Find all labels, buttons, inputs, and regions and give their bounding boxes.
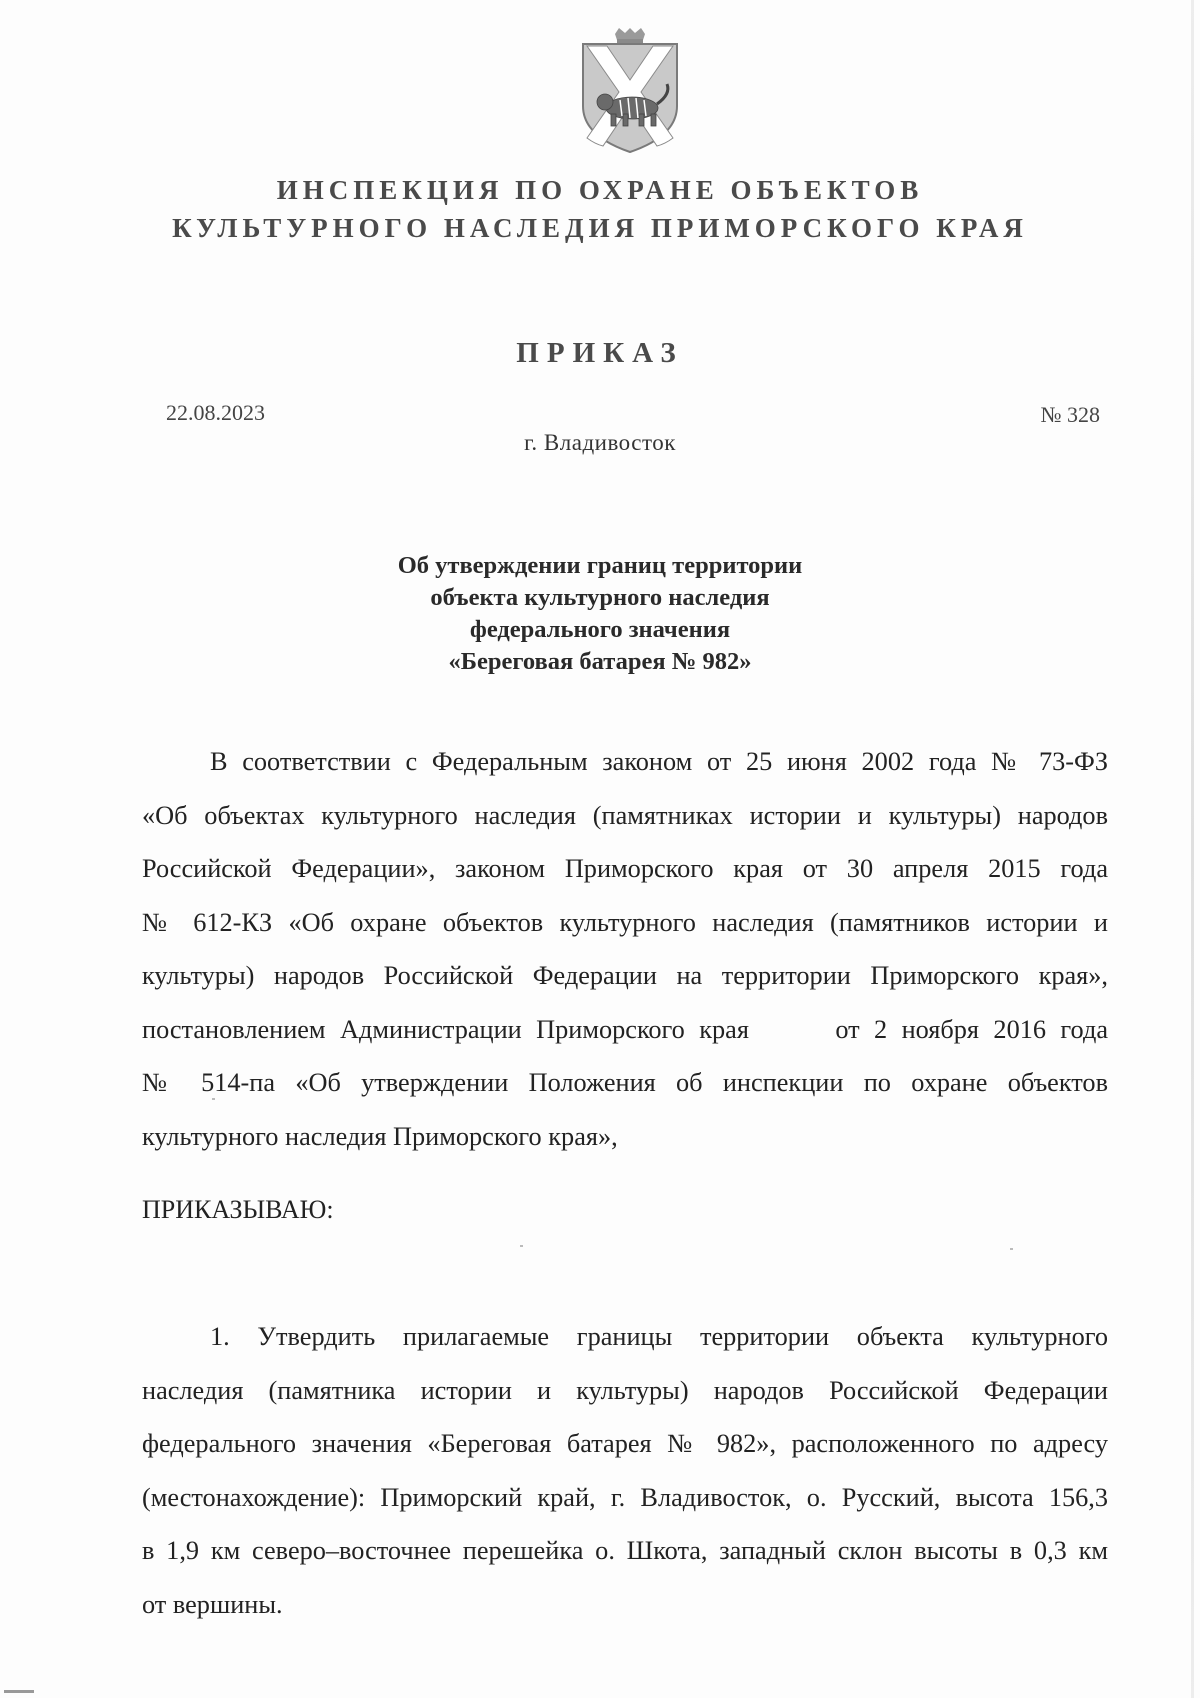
- preamble-line: постановлением Администрации Приморского края от 2 ноября 2016 года: [142, 1014, 1108, 1044]
- preamble-line: В соответствии с Федеральным законом от 25 июня 2002 года № 73-ФЗ: [210, 747, 1108, 776]
- scan-speck: [520, 1245, 523, 1247]
- item-line: в 1,9 км северо–восточнее перешейка о. Шкота, западный склон высоты в 0,3 км: [142, 1536, 1108, 1565]
- preamble-line: «Об объектах культурного наследия (памятниках истории и культуры) народов: [142, 800, 1108, 830]
- scan-speck: [1010, 1248, 1013, 1250]
- coat-of-arms-icon: [575, 28, 685, 154]
- document-city: г. Владивосток: [524, 430, 676, 455]
- document-type-title: ПРИКАЗ: [516, 337, 684, 369]
- subject-line: «Береговая батарея № 982»: [448, 648, 752, 675]
- order-item-1: [142, 1310, 1108, 1631]
- document-number: № 328: [1040, 402, 1100, 427]
- subject-line: объекта культурного наследия: [430, 584, 770, 611]
- document-date: 22.08.2023: [166, 400, 265, 425]
- item-line: наследия (памятника истории и культуры) народов Российской Федерации: [142, 1375, 1108, 1405]
- preamble-line: культурного наследия Приморского края»,: [142, 1121, 618, 1151]
- scan-edge: [1191, 0, 1194, 1698]
- subject-line: федерального значения: [469, 616, 731, 643]
- scan-speck: [212, 1098, 215, 1100]
- preamble-line: № 612-КЗ «Об охране объектов культурного наследия (памятников истории и: [142, 907, 1108, 937]
- subject-line: Об утверждении границ территории: [397, 552, 803, 579]
- preamble-line: Российской Федерации», законом Приморского края от 30 апреля 2015 года: [142, 854, 1108, 883]
- item-line: от вершины.: [142, 1589, 283, 1619]
- preamble-line: культуры) народов Российской Федерации на территории Приморского края»,: [142, 961, 1108, 990]
- org-name-line-1: ИНСПЕКЦИЯ ПО ОХРАНЕ ОБЪЕКТОВ: [276, 175, 924, 205]
- item-line: (местонахождение): Приморский край, г. Владивосток, о. Русский, высота 156,3: [142, 1482, 1108, 1512]
- order-word: ПРИКАЗЫВАЮ:: [142, 1195, 334, 1224]
- org-name-line-2: КУЛЬТУРНОГО НАСЛЕДИЯ ПРИМОРСКОГО КРАЯ: [172, 213, 1028, 243]
- document-subject: [0, 550, 1200, 678]
- preamble-line: № 514-па «Об утверждении Положения об инспекции по охране объектов: [142, 1068, 1108, 1097]
- item-line: 1. Утвердить прилагаемые границы территории объекта культурного: [210, 1322, 1108, 1351]
- preamble-paragraph: [142, 735, 1108, 1163]
- item-line: федерального значения «Береговая батарея № 982», расположенного по адресу: [142, 1429, 1108, 1458]
- scan-speck: [4, 1690, 34, 1693]
